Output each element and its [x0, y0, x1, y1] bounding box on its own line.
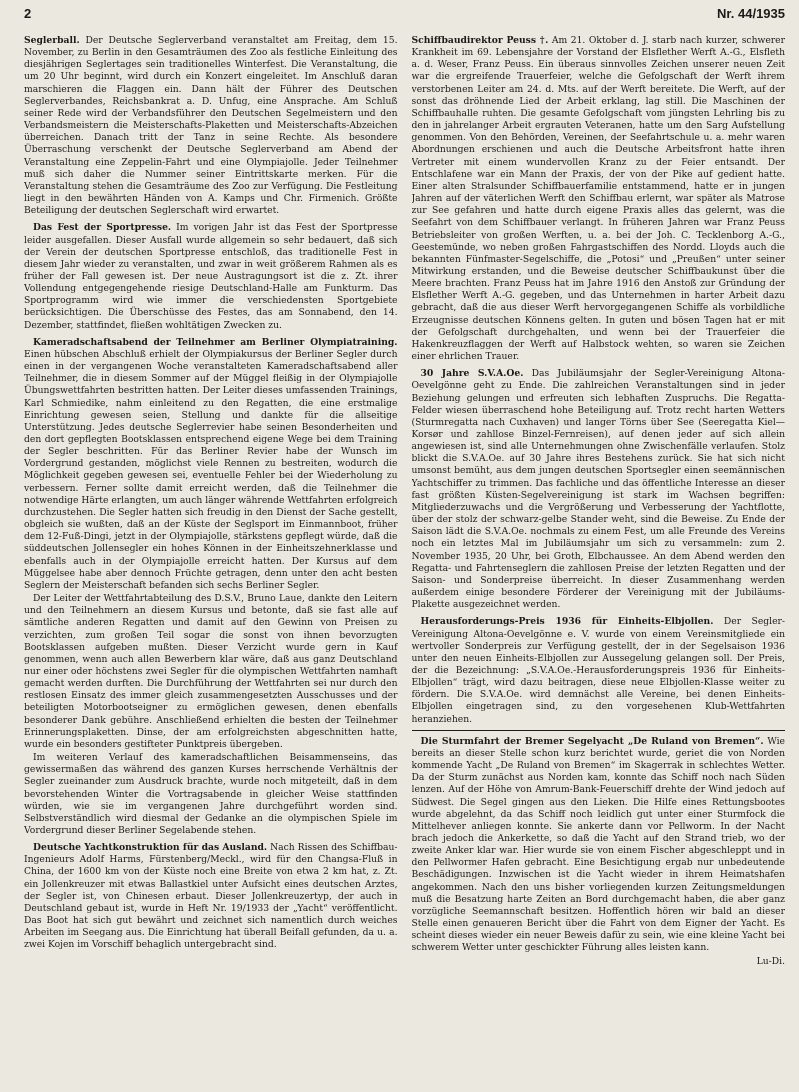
article-paragraph — [24, 842, 398, 951]
article-paragraph — [412, 616, 786, 725]
article-headline: Herausforderungs-Preis 1936 für Einheits-Elbjollen. — [420, 616, 714, 628]
article-body: Wie bereits an dieser Stelle schon kurz berichtet wurde, geriet die von Norden kommende Yacht „De Ruland von Bremen“ im Skagerrak in schlechtes Wetter. Da der Sturm zunächst aus Norden kam, konnte das Schiff noch nach Süden lenzen. Auf der Höhe von Amrum-Bank-Feuerschiff drehte der Wind jedoch auf Südwest. Die Segel gingen aus den Lieken. Die Hilfe eines Rettungsbootes wurde abgelehnt, da das Schiff noch leidlich gut unter einer Sturmfock die Mittelhever anliegen konnte. Sie ankerte dann vor Pellworm. In der Nacht brach jedoch die Ankerkette, so daß die Yacht auf den Strand trieb, wo der zweite Anker klar war. Hier wurde sie von einem Fischer abgeschleppt und in den Pellwormer Hafen gebracht. Eine Besichtigung ergab nur unbedeutende Beschädigungen. Inzwischen ist die Yacht wieder in ihrem Heimatshafen angekommen. Nach den uns bisher vorliegenden kurzen Zeitungsmeldungen muß die Besatzung harte Zeiten an Bord durchgemacht haben, die aber ganz vorzügliche Seemannschaft besitzen. Hoffentlich hören wir bald an dieser Stelle einen genaueren Bericht über die Fahrt von dem Eigner der Yacht. Es scheint dieses wieder ein neuer Beweis dafür zu sein, wie eine kleine Yacht bei schwerem Wetter unter geschickter Führung alles leisten kann. — [411, 735, 785, 954]
article-body: Einen hübschen Abschluß erhielt der Olympiakursus der Berliner Segler durch einen in der vergangenen Woche veranstalteten Kameradschaftsabend aller Teilnehmer, die in diesem Sommer auf der Müggel fleißig in der Olympiajolle Übungswettfahrten bestritten hatten. Der Leiter dieses umfassenden Trainings, Karl Schmiedike, nahm einleitend zu den Regatten, die eine erstmalige Einrichtung gewesen seien, Stellung und dankte für die allseitige Unterstützung. Jedes deutsche Seglerrevier habe seinen Besonderheiten und den dort gepflegten Bootsklassen entsprechend eigene Wege bei dem Training der Segler beschritten. Für das Berliner Revier habe der Wunsch im Vordergrund gestanden, möglichst viele Rennen zu bestreiten, wodurch die Möglichkeit gegeben gewesen sei, eventuelle Fehler bei der Wiederholung zu verbessern. Ferner sollte damit erreicht werden, daß die Teilnehmer die notwendige Härte erlangten, um auch länger währende Wettfahrten erfolgreich durchzustehen. Die Segler hatten sich freudig in den Dienst der Sache gestellt, obgleich sie wußten, daß an der Küste der Seglsport im Einmannboot, früher dem 12-Fuß-Dingi, jetzt in der Olympiajolle, stärkstens gepflegt würde, daß die süddeutschen Jollensegler ein hohes Können in der Einheitszehnerklasse und ebenfalls auch in der Olympiajolle erreicht hatten. Der Kursus auf dem Müggelsee habe aber dennoch Früchte getragen, denn unter den acht besten Seglern der Meisterschaft befanden sich sechs Berliner Segler. — [24, 348, 398, 591]
article-headline: Seglerball. — [24, 35, 80, 46]
article-headline: 30 Jahre S.V.A.Oe. — [420, 368, 524, 380]
article-body: Der Segler-Vereinigung Altona-Oevelgönne e. V. wurde von einem Vereinsmitgliede ein wertvoller Sonderpreis zur Verfügung gestellt, der in der Segelsaison 1936 unter den neuen Einheits-Elbjollen zur Aussegelung gelangen soll. Der Preis, der die Bezeichnung: „S.V.A.Oe.-Herausforderungspreis 1936 für Einheits-Elbjollen“ trägt, wird dazu beitragen, diese neue Elbjollen-Klasse weiter zu fördern. Die S.V.A.Oe. wird demnächst alle Vereine, bei denen Einheits-Elbjollen eingetragen sind, zu den vorgesehenen Klub-Wettfahrten heranziehen. — [411, 616, 785, 725]
article-body: Der Leiter der Wettfahrtabteilung des D.S.V., Bruno Laue, dankte den Leitern und den Teilnehmern an diesem Kursus und betonte, daß sie fast alle auf sämtliche anderen Regatten und damit auf den Gewinn von Preisen zu verzichten, zum großen Teil sogar die sonst von ihnen bevorzugten Bootsklassen aufgeben mußten. Dieser Verzicht wurde gern in Kauf genommen, wenn auch allen Bewerbern klar wäre, daß aus ganz Deutschland nur einer oder höchstens zwei Segler für die olympischen Wettfahrten namhaft gemacht werden durften. Die Durchführung der Wettfahrten sei nur durch den restlosen Einsatz des immer gleich zusammengesetzten Ausschusses und der beteiligten Motorbootseigner zu ermöglichen gewesen, denen ebenfalls besonderer Dank gebühre. Anschließend erhielten die besten der Teilnehmer Erinnerungsplaketten. Dinse, der am erfolgreichsten abgeschnitten hatte, wurde ein besonders gestifteter Punktpreis übergeben. — [24, 593, 398, 750]
article-headline: Schiffbaudirektor Peuss †. — [411, 35, 549, 46]
article-paragraph — [24, 35, 398, 217]
article-paragraph — [412, 35, 786, 363]
article-body: Das Jubiläumsjahr der Segler-Vereinigung Altona-Oevelgönne geht zu Ende. Die zahlreichen Veranstaltungen sind in jeder Beziehung gelungen und erfreuten sich lebhaften Zuspruchs. Die Regatta-Felder wiesen überraschend hohe Beteiligung auf. Trotz recht harten Wetters (Sturmregatta nach Cuxhaven) und langer Törns über See (Seeregatta Kiel—Korsør und zahllose Binzel-Fernreisen), auf denen jeder auf sich allein angewiesen ist, sind alle Unternehmungen ohne Zwischenfälle verlaufen. Stolz blickt die S.V.A.Oe. auf 30 Jahre ihres Bestehens zurück. Sie hat sich nicht umsonst bemüht, aus dem jungen deutschen Sportsegler einen seemännischen Yachtschiffer zu trimmen. Das fachliche und das öffentliche Interesse an dieser fast größten Küsten-Segelvereinigung ist stark im Wachsen begriffen: Mitgliederzuwachs und die Vergrößerung und Verbesserung der Yachtflotte, über der stolz der schwarz-gelbe Stander weht, sind die Beweise. Zu Ende der Saison lädt die S.V.A.Oe. nochmals zu einem Fest, um alle Freunde des Vereins noch ein letztes Mal im Jubiläumsjahr um sich zu versammeln: zum 2. November 1935, 20 Uhr, bei Groth, Elbchaussee. An dem Abend werden den Regatta- und Fahrtenseglern die zahllosen Preise der letzten Regatten und der Saison- und Sonderpreise überreicht. In dieser Zusammenhang werden außerdem einige besondere Förderer der Vereinigung mit der Jubiläums-Plakette ausgezeichnet werden. — [411, 368, 785, 611]
article-headline: Das Fest der Sportpresse. — [33, 222, 172, 234]
article-paragraph — [24, 752, 398, 837]
article-separator — [412, 730, 786, 731]
article-body: Der Deutsche Seglerverband veranstaltet am Freitag, dem 15. November, zu Berlin in den Gesamträumen des Zoo als festliche Einleitung des diesjährigen Seglertages sein traditionelles Winterfest. Die Veranstaltung, die um 20 Uhr beginnt, wird durch ein Konzert eingeleitet. Im Anschluß daran marschieren die Flaggen ein. Dann hält der Führer des Deutschen Seglerverbandes, Reichsbankrat a. D. Unfug, eine Ansprache. Am Schluß seiner Rede wird der Verbandsführer den Deutschen Segelmeistern und den Verbandsmeistern die Meisterschafts-Plaketten und Meisterschafts-Abzeichen überreichen. Danach tritt der Tanz in seine Rechte. Als besondere Überraschung verschenkt der Deutsche Seglerverband am Abend der Veranstaltung eine Zeppelin-Fahrt und eine Olympiajolle. Jeder Teilnehmer muß sich daher die Nummer seiner Eintrittskarte merken. Für die Veranstaltung stehen die Gesamträume des Zoo zur Verfügung. Die Festleitung liegt in den bewährten Händen von A. Kamps und Chr. Firmenich. Größte Beteiligung der deutschen Seglerschaft wird erwartet. — [24, 35, 398, 217]
article-paragraph — [24, 337, 398, 592]
article-headline: Die Sturmfahrt der Bremer Segelyacht „De Ruland von Bremen“. — [420, 735, 764, 747]
article-body: Im weiteren Verlauf des kameradschaftlichen Beisammenseins, das gewissermaßen das während des ganzen Kurses herrschende Verhältnis der Segler zueinander zum Ausdruck brachte, wurde noch mitgeteilt, daß in dem bevorstehenden Winter die Vortragsabende in gleicher Weise stattfinden würden, wie sie im vergangenen Jahre durchgeführt worden sind. Selbstverständlich wird diesmal der Gedanke an die olympischen Spiele im Vordergrund dieser Berliner Segelabende stehen. — [24, 752, 398, 836]
article-body: Nach Rissen des Schiffbau-Ingenieurs Adolf Harms, Fürstenberg/Meckl., wird für den Changsa-Fluß in China, der 1600 km von der Küste noch eine Breite von etwa 2 km hat, z. Zt. ein Jollenkreuzer mit etwas Ballastkiel unter Aufsicht eines deutschen Arztes, der Segler ist, von Chinesen erbaut. Dieser Jollenkreuzertyp, der auch in Deutschland gebaut ist, wurde in Heft Nr. 19/1933 der „Yacht“ veröffentlicht. Das Boot hat sich gut bewährt und zeichnet sich namentlich durch weiches Arbeiten im Seegang aus. Die Einrichtung hat überall Beifall gefunden, da u. a. zwei Kojen im Vorschiff behaglich untergebracht sind. — [24, 842, 398, 951]
article-paragraph — [412, 368, 786, 611]
article-columns — [24, 30, 785, 1092]
article-paragraph — [412, 736, 786, 955]
article-paragraph — [24, 222, 398, 331]
author-signature: Lu-Di. — [756, 955, 785, 967]
issue-number: Nr. 44/1935 — [717, 6, 785, 21]
article-headline: Deutsche Yachtkonstruktion für das Ausland. — [33, 842, 268, 854]
article-paragraph — [24, 593, 398, 751]
right-column — [412, 30, 786, 1092]
page-header — [24, 6, 785, 26]
article-body: Am 21. Oktober d. J. starb nach kurzer, schwerer Krankheit im 69. Lebensjahre der Vorstand der Elsflether Werft A.-G., Elsfleth a. d. Weser, Franz Peuss. Ein überaus sinnvolles Zeichen unserer neuen Zeit war die ergreifende Trauerfeier, welche die Gefolgschaft der Werft ihrem verstorbenen Leiter am 24. d. Mts. auf der Werft bereitete. Die Werft, auf der sonst das dröhnende Lied der Arbeit erklang, lag still. Die Maschinen der Schiffbauhalle ruhten. Die gesamte Gefolgschaft vom jüngsten Lehrling bis zu den in jahrelanger Arbeit ergrauten Veteranen, hatte um den Sarg Aufstellung genommen. Von den Behörden, Vereinen, der Seefahrtschule u. a. mehr waren Abordnungen erschienen und auch die Deutsche Arbeitsfront hatte ihren Vertreter mit einem wundervollen Kranz zu der Feier entsandt. Der Entschlafene war ein Mann der Praxis, der von der Pike auf gedient hatte. Einer alten Stralsunder Schiffbauerfamilie entstammend, hatte er in jungen Jahren auf der väterlichen Werft den Schiffbau erlernt, war später als Matrose zur See gefahren und hatte durch eigene Praxis alles das gelernt, was die Seefahrt von dem Schiffbauer verlangt. In früheren Jahren war Franz Peuss Betriebsleiter von großen Werften, u. a. bei der Joh. C. Tecklenborg A.-G., Geestemünde, wo neben großen Fahrgastschiffen des Nordd. Lloyds auch die bekannten Fünfmaster-Segelschiffe, die „Potosi“ und „Preußen“ unter seiner Mitwirkung erstanden, und die Beweise deutscher Schiffbaukunst über die Meere brachten. Franz Peuss hat im Jahre 1916 den Anstoß zur Gründung der Elsflether Werft A.-G. gegeben, und das Unternehmen in harter Arbeit dazu gebracht, daß die aus dieser Werft hervorgegangenen Schiffe als vorbildliche Erzeugnisse deutschen Könnens gelten. In guten und bösen Tagen hat er mit der Gefolgschaft durchgehalten, und wenn bei der Trauerfeier die Hakenkreuzflaggen der Werft auf Halbstock wehten, so waren sie Zeichen einer ehrlichen Trauer. — [411, 35, 785, 363]
article-headline: Kameradschaftsabend der Teilnehmer am Berliner Olympiatraining. — [33, 336, 398, 348]
article-body: Im vorigen Jahr ist das Fest der Sportpresse leider ausgefallen. Dieser Ausfall wurde allgemein so sehr bedauert, daß sich der Verein der deutschen Sportpresse entschloß, das traditionelle Fest in diesem Jahr wieder zu veranstalten, und zwar in weit größerem Rahmen als es früher der Fall gewesen ist. Der neue Austragungsort ist die z. Zt. ihrer Vollendung entgegengehende riesige Deutschland-Halle am Funkturm. Das Sportprogramm wird wie immer die verschiedensten Sportgebiete berücksichtigen. Die Überschüsse des Festes, das am Sonnabend, den 14. Dezember, stattfindet, fließen wohltätigen Zwecken zu. — [24, 222, 398, 331]
page-number: 2 — [24, 6, 32, 21]
left-column — [24, 30, 398, 1092]
